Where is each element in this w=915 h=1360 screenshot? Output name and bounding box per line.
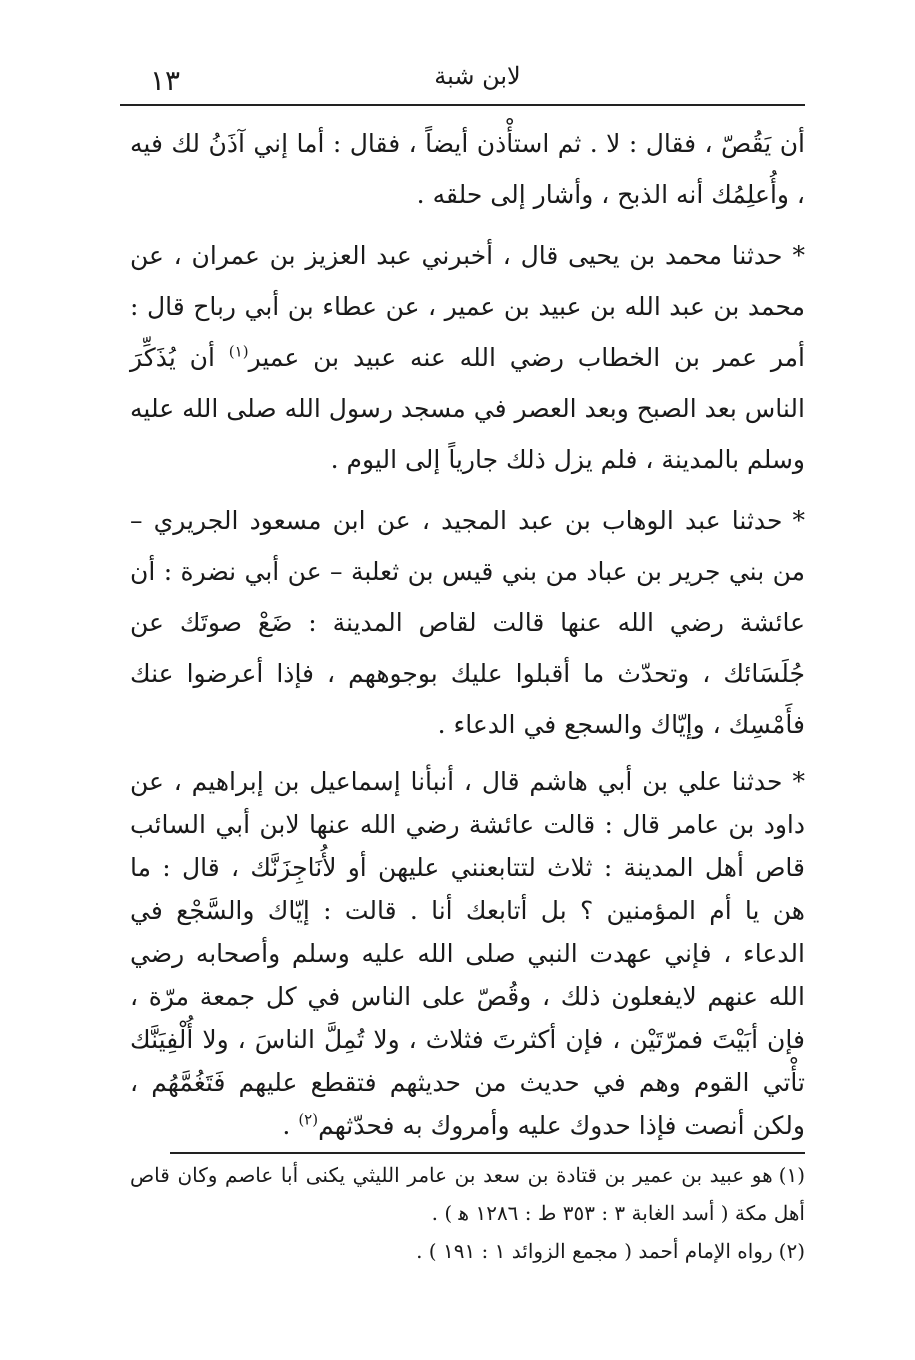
footnotes: [130, 1156, 805, 1270]
paragraph-2-text-b: أن يُذَكِّرَ الناس بعد الصبح وبعد العصر في مسجد رسول الله صلى الله عليه وسلم بالمدينة ، فلم يزل ذلك جارياً إلى اليوم .: [130, 343, 805, 474]
paragraph-4-end: .: [282, 1111, 299, 1140]
footnote-2-text: رواه الإمام أحمد ( مجمع الزوائد ١ : ١٩١ ) .: [416, 1239, 773, 1263]
paragraph-2: [130, 230, 805, 485]
paragraph-4: [130, 760, 805, 1147]
asterisk-marker: *: [792, 767, 805, 796]
paragraph-1: أن يَقُصّ ، فقال : لا . ثم استأْذن أيضاً ، فقال : أما إني آذَنُ لك فيه ، وأُعلِمُك أنه الذبح ، وأشار إلى حلقه .: [130, 129, 805, 209]
running-title: لابن شبة: [434, 62, 521, 90]
page-header: [150, 60, 805, 100]
asterisk-marker: *: [792, 241, 805, 270]
footnote-1: [130, 1156, 805, 1232]
page-number: ١٣: [150, 64, 181, 97]
paragraph-4-text: حدثنا علي بن أبي هاشم قال ، أنبأنا إسماعيل بن إبراهيم ، عن داود بن عامر قال : قالت عائشة رضي الله عنها لابن أبي السائب قاص أهل المدينة : ثلاث لتتابعنني عليهن أو لأُنَاجِزَنَّك ، قال : ما هن يا أم المؤمنين ؟ بل أتابعك أنا . قالت : إيّاك والسَّجْع في الدعاء ، فإني عهدت النبي صلى الله عليه وسلم وأصحابه رضي الله عنهم لايفعلون ذلك ، وقُصّ على الناس في كل جمعة مرّة ، فإن أبَيْتَ فمرّتَيْن ، فإن أكثرتَ فثلاث ، ولا تُمِلَّ الناسَ ، ولا أُلْفِيَنَّك تأْتي القوم وهم في حديث من حديثهم فتقطع عليهم فَتَغُمَّهُم ، ولكن أنصت فإذا حدوك عليه وأمروك به فحدّثهم: [130, 767, 805, 1140]
main-text: [130, 118, 805, 1147]
paragraph-3-text: حدثنا عبد الوهاب بن عبد المجيد ، عن ابن مسعود الجريري – من بني جرير بن عباد من بني قيس بن ثعلبة – عن أبي نضرة : أن عائشة رضي الله عنها قالت لقاص المدينة : ضَعْ صوتَك عن جُلَسَائك ، وتحدّث ما أقبلوا عليك بوجوههم ، فإذا أعرضوا عنك فأَمْسِك ، وإيّاك والسجع في الدعاء .: [130, 506, 805, 739]
footnote-divider: [170, 1152, 805, 1154]
footnote-ref-2: (٢): [298, 1110, 319, 1129]
asterisk-marker: *: [792, 506, 805, 535]
paragraph-2-text-a: حدثنا محمد بن يحيى قال ، أخبرني عبد العزيز بن عمران ، عن محمد بن عبد الله بن عبيد بن عمير ، عن عطاء بن أبي رباح قال : أمر عمر بن الخطاب رضي الله عنه عبيد بن عمير: [130, 241, 805, 372]
footnote-ref-1: (١): [228, 342, 249, 361]
footnote-1-text: هو عبيد بن عمير بن قتادة بن سعد بن عامر الليثي يكنى أبا عاصم وكان قاص أهل مكة ( أسد الغابة ٣ : ٣٥٣ ط : ١٢٨٦ ﻫ ) .: [130, 1163, 805, 1225]
paragraph-3: [130, 495, 805, 750]
footnote-1-number: (١): [778, 1163, 805, 1187]
header-divider: [120, 104, 805, 106]
footnote-2: [130, 1232, 805, 1270]
footnote-2-number: (٢): [778, 1239, 805, 1263]
